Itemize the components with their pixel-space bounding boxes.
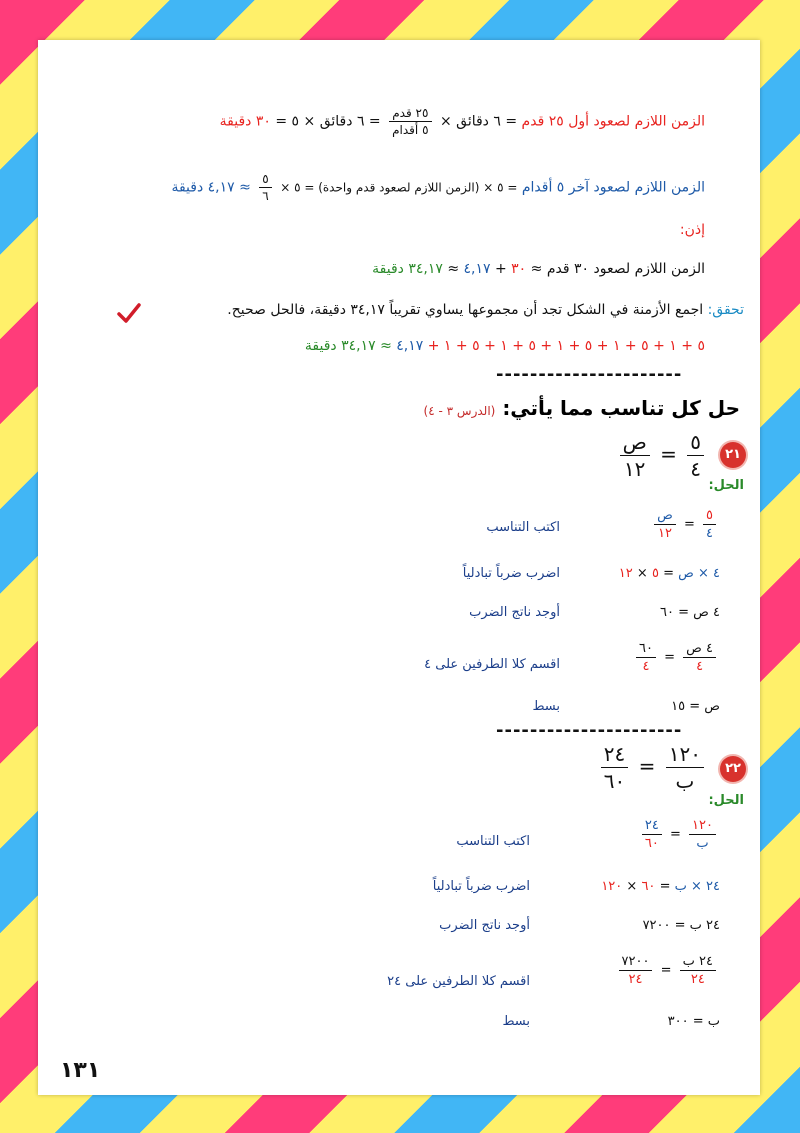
line4-label: الزمن اللازم لصعود ٣٠ قدم ≈ <box>530 261 705 277</box>
q22-step5-desc: بسط <box>502 1014 530 1029</box>
equals-sign: = <box>638 754 656 778</box>
line6-sum: ٥ + ١ + ٥ + ١ + ٥ + ١ + ٥ + ١ + ٥ + ١ + <box>427 338 705 354</box>
line2-fraction <box>259 172 271 203</box>
q22-step4-expr <box>615 954 720 987</box>
q22-step1-b-num: ٢٤ <box>642 818 662 835</box>
q22-step4-b-den: ٢٤ <box>628 972 643 987</box>
q21-step1-expr <box>650 508 720 541</box>
q22-step2-d: ٦٠ <box>641 879 656 894</box>
separator-line: ---------------------- <box>496 364 683 385</box>
q22-step2-c: = <box>659 879 671 894</box>
q22-proportion <box>597 742 708 793</box>
q21-step1-a-den: ٤ <box>706 526 713 541</box>
q22-step4-b-num: ٧٢٠٠ <box>619 954 653 971</box>
q22-step4-a <box>680 954 716 987</box>
q22-step5-expr: ب = ٣٠٠ <box>667 1014 720 1029</box>
q22-step1-a-den: ب <box>696 836 709 851</box>
q21-step2-desc: اضرب ضرباً تبادلياً <box>462 566 560 581</box>
q22-rhs-den: ٦٠ <box>603 769 626 793</box>
q22-step1-a <box>689 818 716 851</box>
q21-step1-a <box>703 508 716 541</box>
q21-step2-expr <box>619 566 720 581</box>
line1-result: ٣٠ دقيقة <box>219 113 271 130</box>
q21-step2-b: ص <box>678 566 694 581</box>
q21-step4-a <box>683 641 716 674</box>
q21-step2-c: = <box>663 566 674 581</box>
q21-step1-desc: اكتب التناسب <box>486 520 560 535</box>
q22-step2-f: ١٢٠ <box>601 879 623 894</box>
line4-a: ٣٠ <box>511 261 527 277</box>
q21-proportion <box>616 430 708 481</box>
q22-step3-desc: أوجد ناتج الضرب <box>439 918 530 933</box>
line4-result: ٣٤,١٧ دقيقة <box>372 261 443 277</box>
line-first-25-feet <box>220 106 705 137</box>
line-last-5-feet <box>171 172 705 203</box>
q21-step2-e: × <box>636 566 648 581</box>
line4-b: ٤,١٧ <box>463 261 491 277</box>
check-text: اجمع الأزمنة في الشكل تجد أن مجموعها يساوي تقريباً ٣٤,١٧ دقيقة، فالحل صحيح. <box>227 302 704 318</box>
q22-step4-a-num: ٢٤ ب <box>680 954 716 971</box>
q21-step2-f: ١٢ <box>618 566 633 581</box>
q22-step2-a: ٢٤ × <box>691 879 720 894</box>
q21-lhs-den: ٤ <box>690 457 701 481</box>
line6-result: ≈ ٣٤,١٧ دقيقة <box>304 338 392 354</box>
q21-step3-expr: ٤ ص = ٦٠ <box>660 605 720 620</box>
check-label: تحقق: <box>707 302 744 318</box>
line1-mid: = ٦ دقائق × <box>439 113 518 130</box>
line-total-time <box>372 261 705 277</box>
line2-mid: = ٥ × (الزمن اللازم لصعود قدم واحدة) = ٥ × <box>280 180 518 195</box>
q22-lhs <box>666 742 704 793</box>
q21-step1-a-num: ٥ <box>703 508 716 525</box>
equals-sign: = <box>660 963 672 978</box>
page-sheet <box>38 40 760 1095</box>
line-sum <box>305 338 705 354</box>
q22-step2-b: ب <box>674 879 687 894</box>
q21-step2-a: ٤ × <box>697 566 720 581</box>
line4-plus: + <box>494 261 507 277</box>
q21-step2-d: ٥ <box>651 566 659 581</box>
q22-step2-expr <box>601 879 720 894</box>
q21-step4-a-den: ٤ <box>696 659 704 674</box>
q21-lhs-num: ٥ <box>687 430 704 456</box>
equals-sign: = <box>670 827 681 842</box>
q21-step4-desc: اقسم كلا الطرفين على ٤ <box>424 657 560 672</box>
q22-solution-label: الحل: <box>708 793 744 808</box>
line-therefore: إذن: <box>679 222 705 238</box>
equals-sign: = <box>664 650 676 665</box>
q22-step2-desc: اضرب ضرباً تبادلياً <box>432 879 530 894</box>
line1-fraction <box>389 106 431 137</box>
page-number: ١٣١ <box>60 1058 101 1083</box>
line-check <box>227 302 744 318</box>
q21-step4-b <box>636 641 656 674</box>
q21-step1-b <box>654 508 676 541</box>
q22-step1-b-den: ٦٠ <box>644 836 659 851</box>
q21-step4-expr <box>632 641 720 674</box>
equals-sign: = <box>683 517 695 532</box>
q22-step1-expr <box>638 818 720 851</box>
q21-lhs <box>687 430 704 481</box>
q21-rhs-den: ١٢ <box>623 457 646 481</box>
q22-rhs-num: ٢٤ <box>601 742 628 768</box>
line2-result: ≈ ٤,١٧ دقيقة <box>171 179 251 196</box>
checkmark-icon <box>116 302 142 324</box>
q21-step5-desc: بسط <box>532 699 560 714</box>
q21-step3-desc: أوجد ناتج الضرب <box>469 605 560 620</box>
line6-b: ٤,١٧ <box>396 338 424 354</box>
q22-lhs-num: ١٢٠ <box>666 742 704 768</box>
section-title-text: حل كل تناسب مما يأتي: <box>502 396 740 420</box>
q22-rhs <box>601 742 628 793</box>
q21-step1-b-den: ١٢ <box>657 526 672 541</box>
equals-sign: = <box>660 442 677 466</box>
line1-fraction-num: ٢٥ قدم <box>389 106 431 122</box>
q22-step4-a-den: ٢٤ <box>690 972 705 987</box>
line2-fraction-num: ٥ <box>259 172 271 188</box>
q22-step1-desc: اكتب التناسب <box>456 834 530 849</box>
line1-fraction-den: ٥ أقدام <box>392 123 429 137</box>
line1-rest: = ٦ دقائق × ٥ = <box>275 113 381 130</box>
q21-step4-b-num: ٦٠ <box>636 641 656 658</box>
q22-step1-a-num: ١٢٠ <box>689 818 716 835</box>
q22-lhs-den: ب <box>675 769 695 793</box>
question-21-badge: ٢١ <box>720 442 746 468</box>
separator-line: ---------------------- <box>496 720 683 741</box>
question-22-badge: ٢٢ <box>720 756 746 782</box>
q21-rhs-num: ص <box>620 430 650 456</box>
section-title <box>424 396 740 420</box>
q22-step1-b <box>642 818 662 851</box>
line4-approx: ≈ <box>447 261 460 277</box>
q22-step2-e: × <box>626 879 638 894</box>
q21-step1-b-num: ص <box>654 508 676 525</box>
q22-step4-b <box>619 954 653 987</box>
q21-step4-b-den: ٤ <box>642 659 650 674</box>
line2-fraction-den: ٦ <box>262 189 269 203</box>
lesson-reference: (الدرس ٣ - ٤) <box>423 404 496 418</box>
q21-step4-a-num: ٤ ص <box>683 641 716 658</box>
line2-label: الزمن اللازم لصعود آخر ٥ أقدام <box>521 179 705 196</box>
q21-solution-label: الحل: <box>708 478 744 493</box>
q22-step4-desc: اقسم كلا الطرفين على ٢٤ <box>387 974 530 989</box>
q21-rhs <box>620 430 650 481</box>
q22-step3-expr: ٢٤ ب = ٧٢٠٠ <box>642 918 720 933</box>
q21-step5-expr: ص = ١٥ <box>671 699 720 714</box>
line1-label: الزمن اللازم لصعود أول ٢٥ قدم <box>521 113 705 130</box>
